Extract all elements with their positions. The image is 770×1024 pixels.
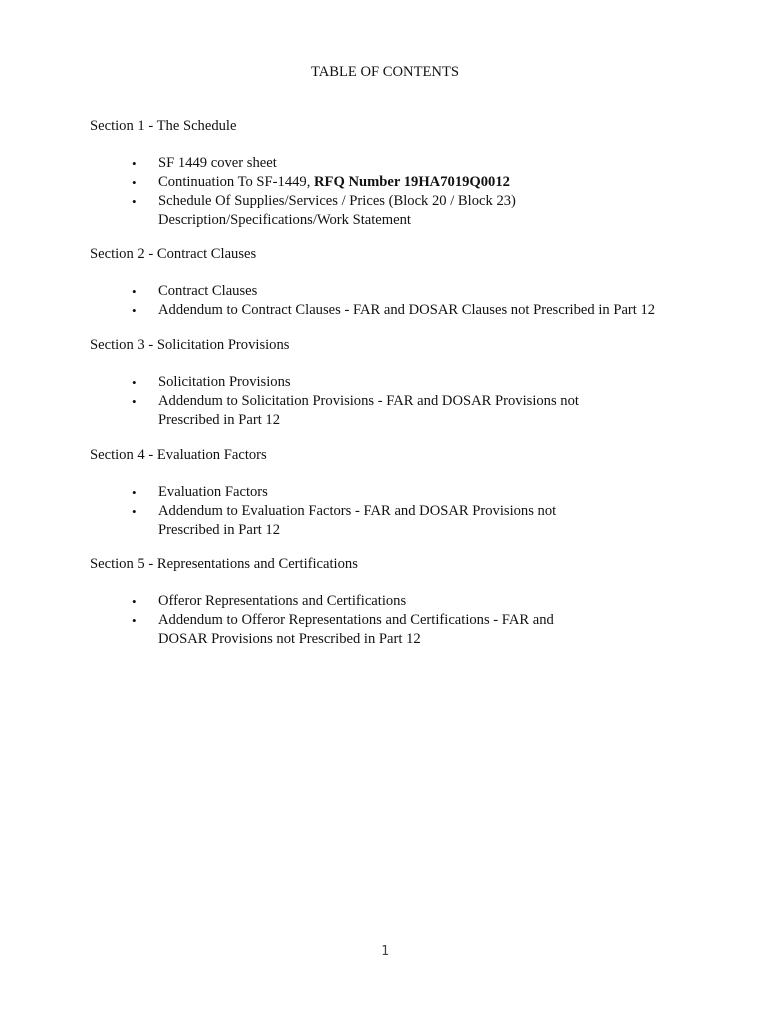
list-item-text: Contract Clauses [158,283,258,299]
section-1 [90,117,710,230]
list-item-text: Addendum to Evaluation Factors - FAR and DOSAR Provisions not Prescribed in Part 12 [158,503,557,538]
list-item [90,192,710,211]
list-item [90,173,710,192]
section-heading: Section 3 - Solicitation Provisions [90,337,290,353]
bullet-icon: • [132,175,137,190]
list-item [90,301,710,320]
section-4 [90,446,710,540]
page-title: TABLE OF CONTENTS [310,64,459,80]
bullet-icon: • [132,303,137,318]
list-item-text: Evaluation Factors [158,484,268,500]
list-item [90,611,710,649]
section-5 [90,555,710,649]
list-item-text: Addendum to Solicitation Provisions - FAR and DOSAR Provisions not Prescribed in Part 12 [158,393,579,428]
list-item [90,502,710,540]
list-item [90,483,710,502]
section-item-list [90,373,710,430]
list-item [90,592,710,611]
section-heading: Section 4 - Evaluation Factors [90,447,267,463]
list-item-text: Description/Specifications/Work Statement [158,212,411,228]
bullet-icon: • [132,485,137,500]
list-item-continuation [90,211,710,230]
bullet-icon: • [132,194,137,209]
bullet-icon: • [132,594,137,609]
rfq-number: RFQ Number 19HA7019Q0012 [314,174,510,190]
bullet-icon: • [132,375,137,390]
bullet-icon: • [132,504,137,519]
list-item-text: Addendum to Offeror Representations and Certifications - FAR and DOSAR Provisions not Prescribed in Part 12 [158,612,554,647]
list-item-text: SF 1449 cover sheet [158,155,277,171]
section-heading: Section 5 - Representations and Certifications [90,556,358,572]
list-item-text: Offeror Representations and Certifications [158,593,407,609]
list-item [90,392,710,430]
list-item-text: Schedule Of Supplies/Services / Prices (Block 20 / Block 23) [158,193,516,209]
list-item-text: Continuation To SF-1449, [158,174,315,190]
list-item [90,373,710,392]
section-item-list [90,592,710,649]
section-3 [90,336,710,430]
list-item [90,154,710,173]
section-item-list [90,483,710,540]
section-item-list [90,154,710,230]
section-heading: Section 1 - The Schedule [90,118,237,134]
bullet-icon: • [132,284,137,299]
page-number: 1 [381,944,389,959]
bullet-icon: • [132,613,137,628]
list-item-text: Addendum to Contract Clauses - FAR and DOSAR Clauses not Prescribed in Part 12 [158,302,656,318]
section-heading: Section 2 - Contract Clauses [90,246,257,262]
section-item-list [90,282,710,320]
list-item [90,282,710,301]
list-item-text: Solicitation Provisions [158,374,291,390]
bullet-icon: • [132,394,137,409]
section-2 [90,245,710,320]
bullet-icon: • [132,156,137,171]
